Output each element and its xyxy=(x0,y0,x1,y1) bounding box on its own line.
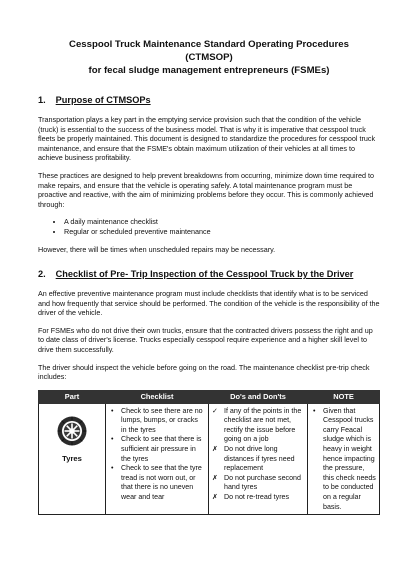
dont-item: ✗ Do not drive long distances if tyres need replacement xyxy=(212,445,295,473)
header-checklist: Checklist xyxy=(106,390,209,403)
cross-icon: ✗ xyxy=(212,493,218,502)
section-1-bullet-list xyxy=(38,217,380,237)
check-icon: ✓ xyxy=(212,406,218,415)
dont-item: ✗ Do not re-tread tyres xyxy=(212,493,290,502)
cross-icon: ✗ xyxy=(212,445,218,454)
section-2-heading xyxy=(38,269,380,279)
title-line-1: Cesspool Truck Maintenance Standard Operating Procedures xyxy=(69,39,349,50)
section-1-title: Purpose of CTMSOPs xyxy=(55,95,151,105)
dont-item: ✗ Do not purchase second hand tyres xyxy=(212,473,301,492)
bullet-item: • A daily maintenance checklist xyxy=(64,217,380,227)
bullet-item: • Regular or scheduled preventive maintenance xyxy=(64,227,380,237)
section-1-number: 1. xyxy=(38,95,46,105)
checklist-item: • Check to see that there is sufficient air pressure in the tyres xyxy=(111,435,202,463)
header-note: NOTE xyxy=(308,390,380,403)
table-row xyxy=(39,403,380,515)
note-cell xyxy=(308,403,380,515)
title-line-3: for fecal sludge management entrepreneurs (FSMEs) xyxy=(88,65,330,76)
checklist-item: • Check to see that the tyre tread is not worn out, or that there is no uneven wear and tear xyxy=(111,464,202,502)
checklist-item: • Check to see there are no lumps, bumps, or cracks in the tyres xyxy=(111,406,203,434)
checklist-cell xyxy=(106,403,209,515)
dos-donts-cell xyxy=(209,403,308,515)
header-dos-donts: Do's and Don'ts xyxy=(209,390,308,403)
tyre-icon xyxy=(56,415,88,450)
section-2-paragraph-2: For FSMEs who do not drive their own trucks, ensure that the contracted drivers possess the right and up to date class of driver's license. Trucks especially cesspool require experience and a higher skill level to drive them successfully. xyxy=(38,325,373,354)
section-1-paragraph-2: These practices are designed to help prevent breakdowns from occurring, minimize down time required to make repairs, and ensure that the vehicle is operating safely. A total maintenance program must be proactive and reactive, with the aim of minimizing problems before they occur. This is commonly achieved through: xyxy=(38,170,374,209)
section-2-title: Checklist of Pre- Trip Inspection of the Cesspool Truck by the Driver xyxy=(55,268,354,279)
inspection-table xyxy=(38,390,380,516)
part-cell xyxy=(39,403,106,515)
section-1-closing: However, there will be times when unscheduled repairs may be necessary. xyxy=(38,245,276,255)
section-2-number: 2. xyxy=(38,268,46,279)
table-header-row xyxy=(39,390,380,403)
part-label: Tyres xyxy=(62,454,82,464)
header-part: Part xyxy=(39,390,106,403)
section-2-paragraph-3: The driver should inspect the vehicle before going on the road. The maintenance checklist pre-trip check includes: xyxy=(38,362,370,382)
title-line-2: (CTMSOP) xyxy=(185,52,233,63)
note-item: • Given that Cesspool trucks carry Feacal sludge which is heavy in weight hence impacting the pressure, this check needs to be conducted on a regular basis. xyxy=(313,406,376,511)
document-title xyxy=(38,38,380,77)
cross-icon: ✗ xyxy=(212,473,218,482)
section-1-paragraph-1: Transportation plays a key part in the emptying service provision such that the condition of the vehicle (truck) is essential to the success of the business model. That is why it is imperative that cesspool truck fleets be properly maintained. This document is designed to standardize the procedures for cesspool truck maintenance, and ensure that the FSME's obtain maximum utilization of their vehicles at all times to achieve business profitability. xyxy=(38,115,376,163)
section-1-heading xyxy=(38,95,380,105)
section-2-paragraph-1: An effective preventive maintenance program must include checklists that identify what is to be serviced and how frequently that service should be performed. The condition of the vehicle is the responsibility of the driver of the vehicle. xyxy=(38,288,380,318)
do-item: ✓ If any of the points in the checklist are not met, rectify the issue before going on a job xyxy=(212,406,302,444)
